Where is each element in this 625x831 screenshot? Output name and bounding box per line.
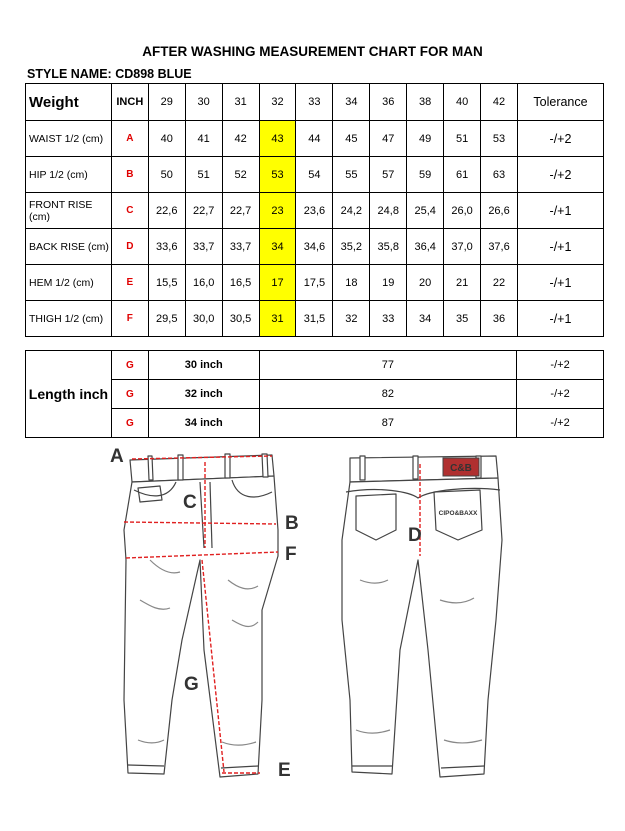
row-label: HIP 1/2 (cm) (26, 157, 112, 193)
value-cell: 61 (444, 157, 481, 193)
value-cell: 23 (259, 193, 296, 229)
value-cell: 52 (222, 157, 259, 193)
value-cell: 31 (259, 301, 296, 337)
brand-patch-label: C&B (450, 463, 472, 474)
row-tolerance: -/+1 (517, 229, 603, 265)
value-cell: 20 (407, 265, 444, 301)
brand-patch (443, 458, 479, 476)
value-cell: 37,6 (481, 229, 518, 265)
size-header: 29 (148, 84, 185, 121)
page-title: AFTER WASHING MEASUREMENT CHART FOR MAN (142, 44, 483, 59)
length-code: G (111, 380, 148, 409)
value-cell: 30,5 (222, 301, 259, 337)
value-cell: 16,5 (222, 265, 259, 301)
size-header: 42 (481, 84, 518, 121)
value-cell: 51 (444, 121, 481, 157)
length-value: 87 (259, 409, 516, 438)
row-tolerance: -/+1 (517, 193, 603, 229)
row-label: HEM 1/2 (cm) (26, 265, 112, 301)
letter-c: C (183, 492, 197, 513)
letter-g: G (184, 674, 199, 695)
row-tolerance: -/+1 (517, 301, 603, 337)
length-tolerance: -/+2 (517, 351, 604, 380)
value-cell: 30,0 (185, 301, 222, 337)
back-jeans-drawing (342, 456, 502, 777)
value-cell: 47 (370, 121, 407, 157)
row-code: E (111, 265, 148, 301)
value-cell: 53 (259, 157, 296, 193)
value-cell: 22,7 (185, 193, 222, 229)
size-header: 36 (370, 84, 407, 121)
weight-header: Weight (26, 84, 112, 121)
value-cell: 53 (481, 121, 518, 157)
length-label: Length inch (26, 351, 112, 438)
value-cell: 40 (148, 121, 185, 157)
value-cell: 21 (444, 265, 481, 301)
length-size: 32 inch (148, 380, 259, 409)
value-cell: 32 (333, 301, 370, 337)
length-value: 77 (259, 351, 516, 380)
value-cell: 59 (407, 157, 444, 193)
value-cell: 63 (481, 157, 518, 193)
value-cell: 41 (185, 121, 222, 157)
value-cell: 34 (259, 229, 296, 265)
value-cell: 16,0 (185, 265, 222, 301)
value-cell: 24,2 (333, 193, 370, 229)
front-jeans-drawing (124, 454, 278, 777)
value-cell: 34 (407, 301, 444, 337)
value-cell: 37,0 (444, 229, 481, 265)
length-code: G (111, 351, 148, 380)
size-header: 31 (222, 84, 259, 121)
value-cell: 33,7 (185, 229, 222, 265)
value-cell: 25,4 (407, 193, 444, 229)
size-header: 30 (185, 84, 222, 121)
value-cell: 57 (370, 157, 407, 193)
value-cell: 18 (333, 265, 370, 301)
row-code: D (111, 229, 148, 265)
size-header: 40 (444, 84, 481, 121)
value-cell: 33 (370, 301, 407, 337)
row-label: BACK RISE (cm) (26, 229, 112, 265)
letter-a: A (110, 446, 124, 467)
length-tolerance: -/+2 (517, 380, 604, 409)
letter-f: F (285, 544, 297, 565)
length-value: 82 (259, 380, 516, 409)
value-cell: 22 (481, 265, 518, 301)
letter-e: E (278, 760, 291, 781)
value-cell: 26,6 (481, 193, 518, 229)
inch-header: INCH (111, 84, 148, 121)
row-code: A (111, 121, 148, 157)
length-size: 34 inch (148, 409, 259, 438)
size-header: 34 (333, 84, 370, 121)
value-cell: 19 (370, 265, 407, 301)
value-cell: 26,0 (444, 193, 481, 229)
row-code: C (111, 193, 148, 229)
length-tolerance: -/+2 (517, 409, 604, 438)
row-tolerance: -/+2 (517, 157, 603, 193)
value-cell: 36 (481, 301, 518, 337)
row-label: FRONT RISE (cm) (26, 193, 112, 229)
value-cell: 17 (259, 265, 296, 301)
value-cell: 22,7 (222, 193, 259, 229)
value-cell: 43 (259, 121, 296, 157)
value-cell: 17,5 (296, 265, 333, 301)
value-cell: 36,4 (407, 229, 444, 265)
letter-d: D (408, 525, 422, 546)
letter-b: B (285, 513, 299, 534)
value-cell: 51 (185, 157, 222, 193)
value-cell: 23,6 (296, 193, 333, 229)
value-cell: 49 (407, 121, 444, 157)
value-cell: 15,5 (148, 265, 185, 301)
value-cell: 55 (333, 157, 370, 193)
brand-tag-label: CIPO&BAXX (438, 510, 478, 517)
value-cell: 29,5 (148, 301, 185, 337)
row-code: F (111, 301, 148, 337)
row-tolerance: -/+2 (517, 121, 603, 157)
length-size: 30 inch (148, 351, 259, 380)
value-cell: 24,8 (370, 193, 407, 229)
value-cell: 44 (296, 121, 333, 157)
value-cell: 35,8 (370, 229, 407, 265)
length-code: G (111, 409, 148, 438)
value-cell: 35,2 (333, 229, 370, 265)
value-cell: 22,6 (148, 193, 185, 229)
row-tolerance: -/+1 (517, 265, 603, 301)
value-cell: 50 (148, 157, 185, 193)
row-label: WAIST 1/2 (cm) (26, 121, 112, 157)
row-code: B (111, 157, 148, 193)
value-cell: 35 (444, 301, 481, 337)
value-cell: 33,6 (148, 229, 185, 265)
size-header: 33 (296, 84, 333, 121)
value-cell: 34,6 (296, 229, 333, 265)
size-header: 32 (259, 84, 296, 121)
value-cell: 33,7 (222, 229, 259, 265)
size-header: 38 (407, 84, 444, 121)
value-cell: 45 (333, 121, 370, 157)
value-cell: 31,5 (296, 301, 333, 337)
back-letter-labels (408, 525, 422, 546)
value-cell: 54 (296, 157, 333, 193)
row-label: THIGH 1/2 (cm) (26, 301, 112, 337)
tolerance-header: Tolerance (517, 84, 603, 121)
style-name: STYLE NAME: CD898 BLUE (27, 67, 192, 81)
value-cell: 42 (222, 121, 259, 157)
